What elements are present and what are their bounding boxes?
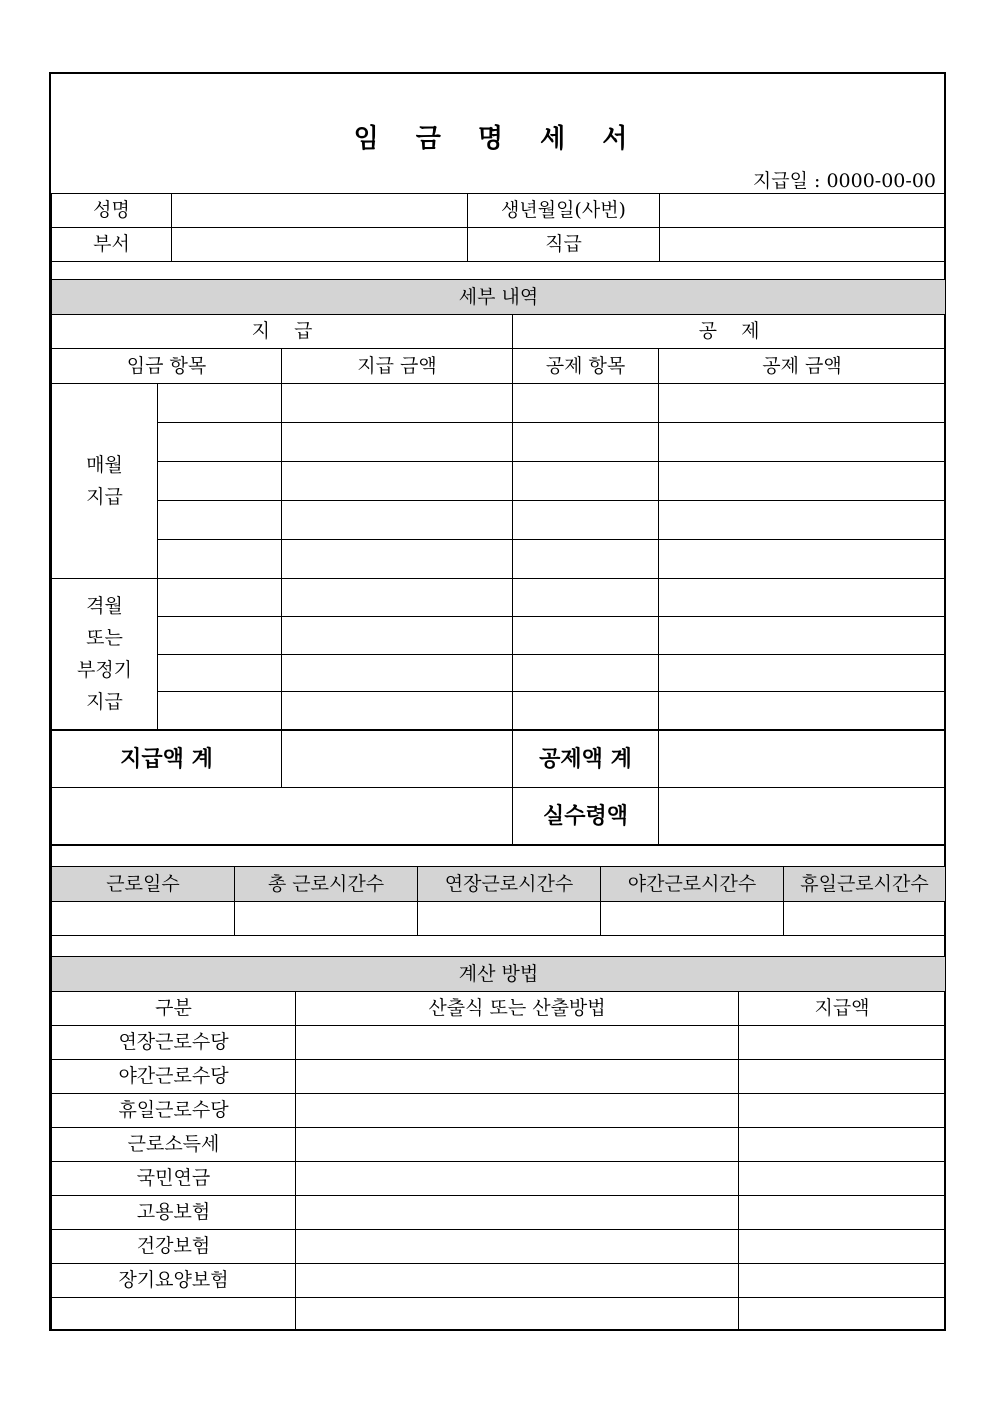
calc-row-formula-4[interactable] [295, 1127, 739, 1162]
deduct-item-8[interactable] [512, 654, 659, 692]
col-pay-amount: 지급 금액 [281, 348, 513, 384]
calc-header: 계산 방법 [51, 956, 946, 992]
calc-row-formula-6[interactable] [295, 1195, 739, 1230]
irregular-line-2: 또는 [86, 627, 123, 649]
total-pay-field[interactable] [281, 729, 513, 788]
calc-row-amount-8[interactable] [738, 1263, 946, 1298]
hours-header-work-days: 근로일수 [51, 866, 235, 902]
calc-row-formula-2[interactable] [295, 1059, 739, 1094]
irregular-item-1[interactable] [157, 578, 282, 617]
calc-row-amount-2[interactable] [738, 1059, 946, 1094]
calc-row-label-6: 고용보험 [51, 1195, 296, 1230]
deduct-amount-5[interactable] [658, 539, 946, 579]
deduct-item-1[interactable] [512, 383, 659, 423]
deduct-item-7[interactable] [512, 616, 659, 655]
calc-row-label-9 [51, 1297, 296, 1331]
name-label: 성명 [51, 193, 172, 228]
spacer-row-2 [51, 844, 946, 867]
hours-total-hours-field[interactable] [234, 901, 418, 936]
col-deduct-item: 공제 항목 [512, 348, 659, 384]
deduct-amount-7[interactable] [658, 616, 946, 655]
hours-header-holiday-hours: 휴일근로시간수 [783, 866, 946, 902]
monthly-amount-3[interactable] [281, 461, 513, 501]
monthly-item-3[interactable] [157, 461, 282, 501]
deduct-amount-4[interactable] [658, 500, 946, 540]
calc-row-label-7: 건강보험 [51, 1229, 296, 1264]
deduct-item-4[interactable] [512, 500, 659, 540]
calc-row-label-3: 휴일근로수당 [51, 1093, 296, 1128]
document-title: 임 금 명 세 서 [353, 124, 642, 154]
rank-field[interactable] [659, 227, 946, 262]
calc-row-amount-6[interactable] [738, 1195, 946, 1230]
calc-col-amount: 지급액 [738, 991, 946, 1026]
deduct-section-label: 공 제 [512, 314, 946, 349]
monthly-item-1[interactable] [157, 383, 282, 423]
net-pay-label: 실수령액 [512, 787, 659, 845]
dept-field[interactable] [171, 227, 468, 262]
calc-col-formula: 산출식 또는 산출방법 [295, 991, 739, 1026]
irregular-amount-2[interactable] [281, 616, 513, 655]
rank-label: 직급 [467, 227, 660, 262]
calc-row-amount-5[interactable] [738, 1161, 946, 1196]
irregular-item-4[interactable] [157, 691, 282, 730]
monthly-amount-4[interactable] [281, 500, 513, 540]
spacer-row [51, 261, 946, 280]
net-pay-blank [51, 787, 513, 845]
calc-row-formula-5[interactable] [295, 1161, 739, 1196]
pay-date: 지급일 : 0000-00-00 [752, 170, 936, 192]
deduct-item-5[interactable] [512, 539, 659, 579]
hours-night-hours-field[interactable] [600, 901, 784, 936]
monthly-item-5[interactable] [157, 539, 282, 579]
calc-row-label-1: 연장근로수당 [51, 1025, 296, 1060]
deduct-item-9[interactable] [512, 691, 659, 730]
calc-row-formula-7[interactable] [295, 1229, 739, 1264]
irregular-item-3[interactable] [157, 654, 282, 692]
calc-row-amount-7[interactable] [738, 1229, 946, 1264]
irregular-line-4: 지급 [86, 691, 123, 713]
col-deduct-amount: 공제 금액 [658, 348, 946, 384]
name-field[interactable] [171, 193, 468, 228]
deduct-amount-6[interactable] [658, 578, 946, 617]
monthly-amount-5[interactable] [281, 539, 513, 579]
total-deduct-label: 공제액 계 [512, 729, 659, 788]
monthly-amount-2[interactable] [281, 422, 513, 462]
irregular-line-1: 격월 [86, 595, 123, 617]
spacer-row-3 [51, 935, 946, 957]
birth-label: 생년월일(사번) [467, 193, 660, 228]
hours-header-overtime-hours: 연장근로시간수 [417, 866, 601, 902]
birth-field[interactable] [659, 193, 946, 228]
deduct-amount-1[interactable] [658, 383, 946, 423]
calc-row-label-8: 장기요양보험 [51, 1263, 296, 1298]
deduct-item-3[interactable] [512, 461, 659, 501]
deduct-amount-3[interactable] [658, 461, 946, 501]
irregular-amount-4[interactable] [281, 691, 513, 730]
pay-section-label: 지 급 [51, 314, 513, 349]
irregular-amount-3[interactable] [281, 654, 513, 692]
monthly-line-2: 지급 [86, 486, 123, 508]
calc-row-label-5: 국민연금 [51, 1161, 296, 1196]
monthly-line-1: 매월 [86, 454, 123, 476]
calc-row-formula-3[interactable] [295, 1093, 739, 1128]
total-pay-label: 지급액 계 [51, 729, 282, 788]
calc-row-amount-4[interactable] [738, 1127, 946, 1162]
deduct-amount-9[interactable] [658, 691, 946, 730]
hours-holiday-hours-field[interactable] [783, 901, 946, 936]
hours-work-days-field[interactable] [51, 901, 235, 936]
deduct-amount-8[interactable] [658, 654, 946, 692]
calc-col-category: 구분 [51, 991, 296, 1026]
net-pay-field[interactable] [658, 787, 946, 845]
monthly-amount-1[interactable] [281, 383, 513, 423]
hours-header-night-hours: 야간근로시간수 [600, 866, 784, 902]
calc-row-label-4: 근로소득세 [51, 1127, 296, 1162]
calc-row-formula-8[interactable] [295, 1263, 739, 1298]
calc-row-amount-3[interactable] [738, 1093, 946, 1128]
monthly-item-4[interactable] [157, 500, 282, 540]
details-header: 세부 내역 [51, 279, 946, 315]
irregular-amount-1[interactable] [281, 578, 513, 617]
deduct-amount-2[interactable] [658, 422, 946, 462]
total-deduct-field[interactable] [658, 729, 946, 788]
hours-header-total-hours: 총 근로시간수 [234, 866, 418, 902]
calc-row-formula-1[interactable] [295, 1025, 739, 1060]
pay-statement-form [49, 72, 946, 1331]
irregular-item-2[interactable] [157, 616, 282, 655]
calc-row-amount-1[interactable] [738, 1025, 946, 1060]
col-pay-item: 임금 항목 [51, 348, 282, 384]
dept-label: 부서 [51, 227, 172, 262]
calc-row-label-2: 야간근로수당 [51, 1059, 296, 1094]
irregular-line-3: 부정기 [76, 659, 133, 681]
monthly-item-2[interactable] [157, 422, 282, 462]
deduct-item-6[interactable] [512, 578, 659, 617]
irregular-group-label [51, 578, 158, 730]
monthly-group-label [51, 383, 158, 579]
calc-row-formula-9[interactable] [295, 1297, 739, 1331]
deduct-item-2[interactable] [512, 422, 659, 462]
hours-overtime-hours-field[interactable] [417, 901, 601, 936]
calc-row-amount-9[interactable] [738, 1297, 946, 1331]
